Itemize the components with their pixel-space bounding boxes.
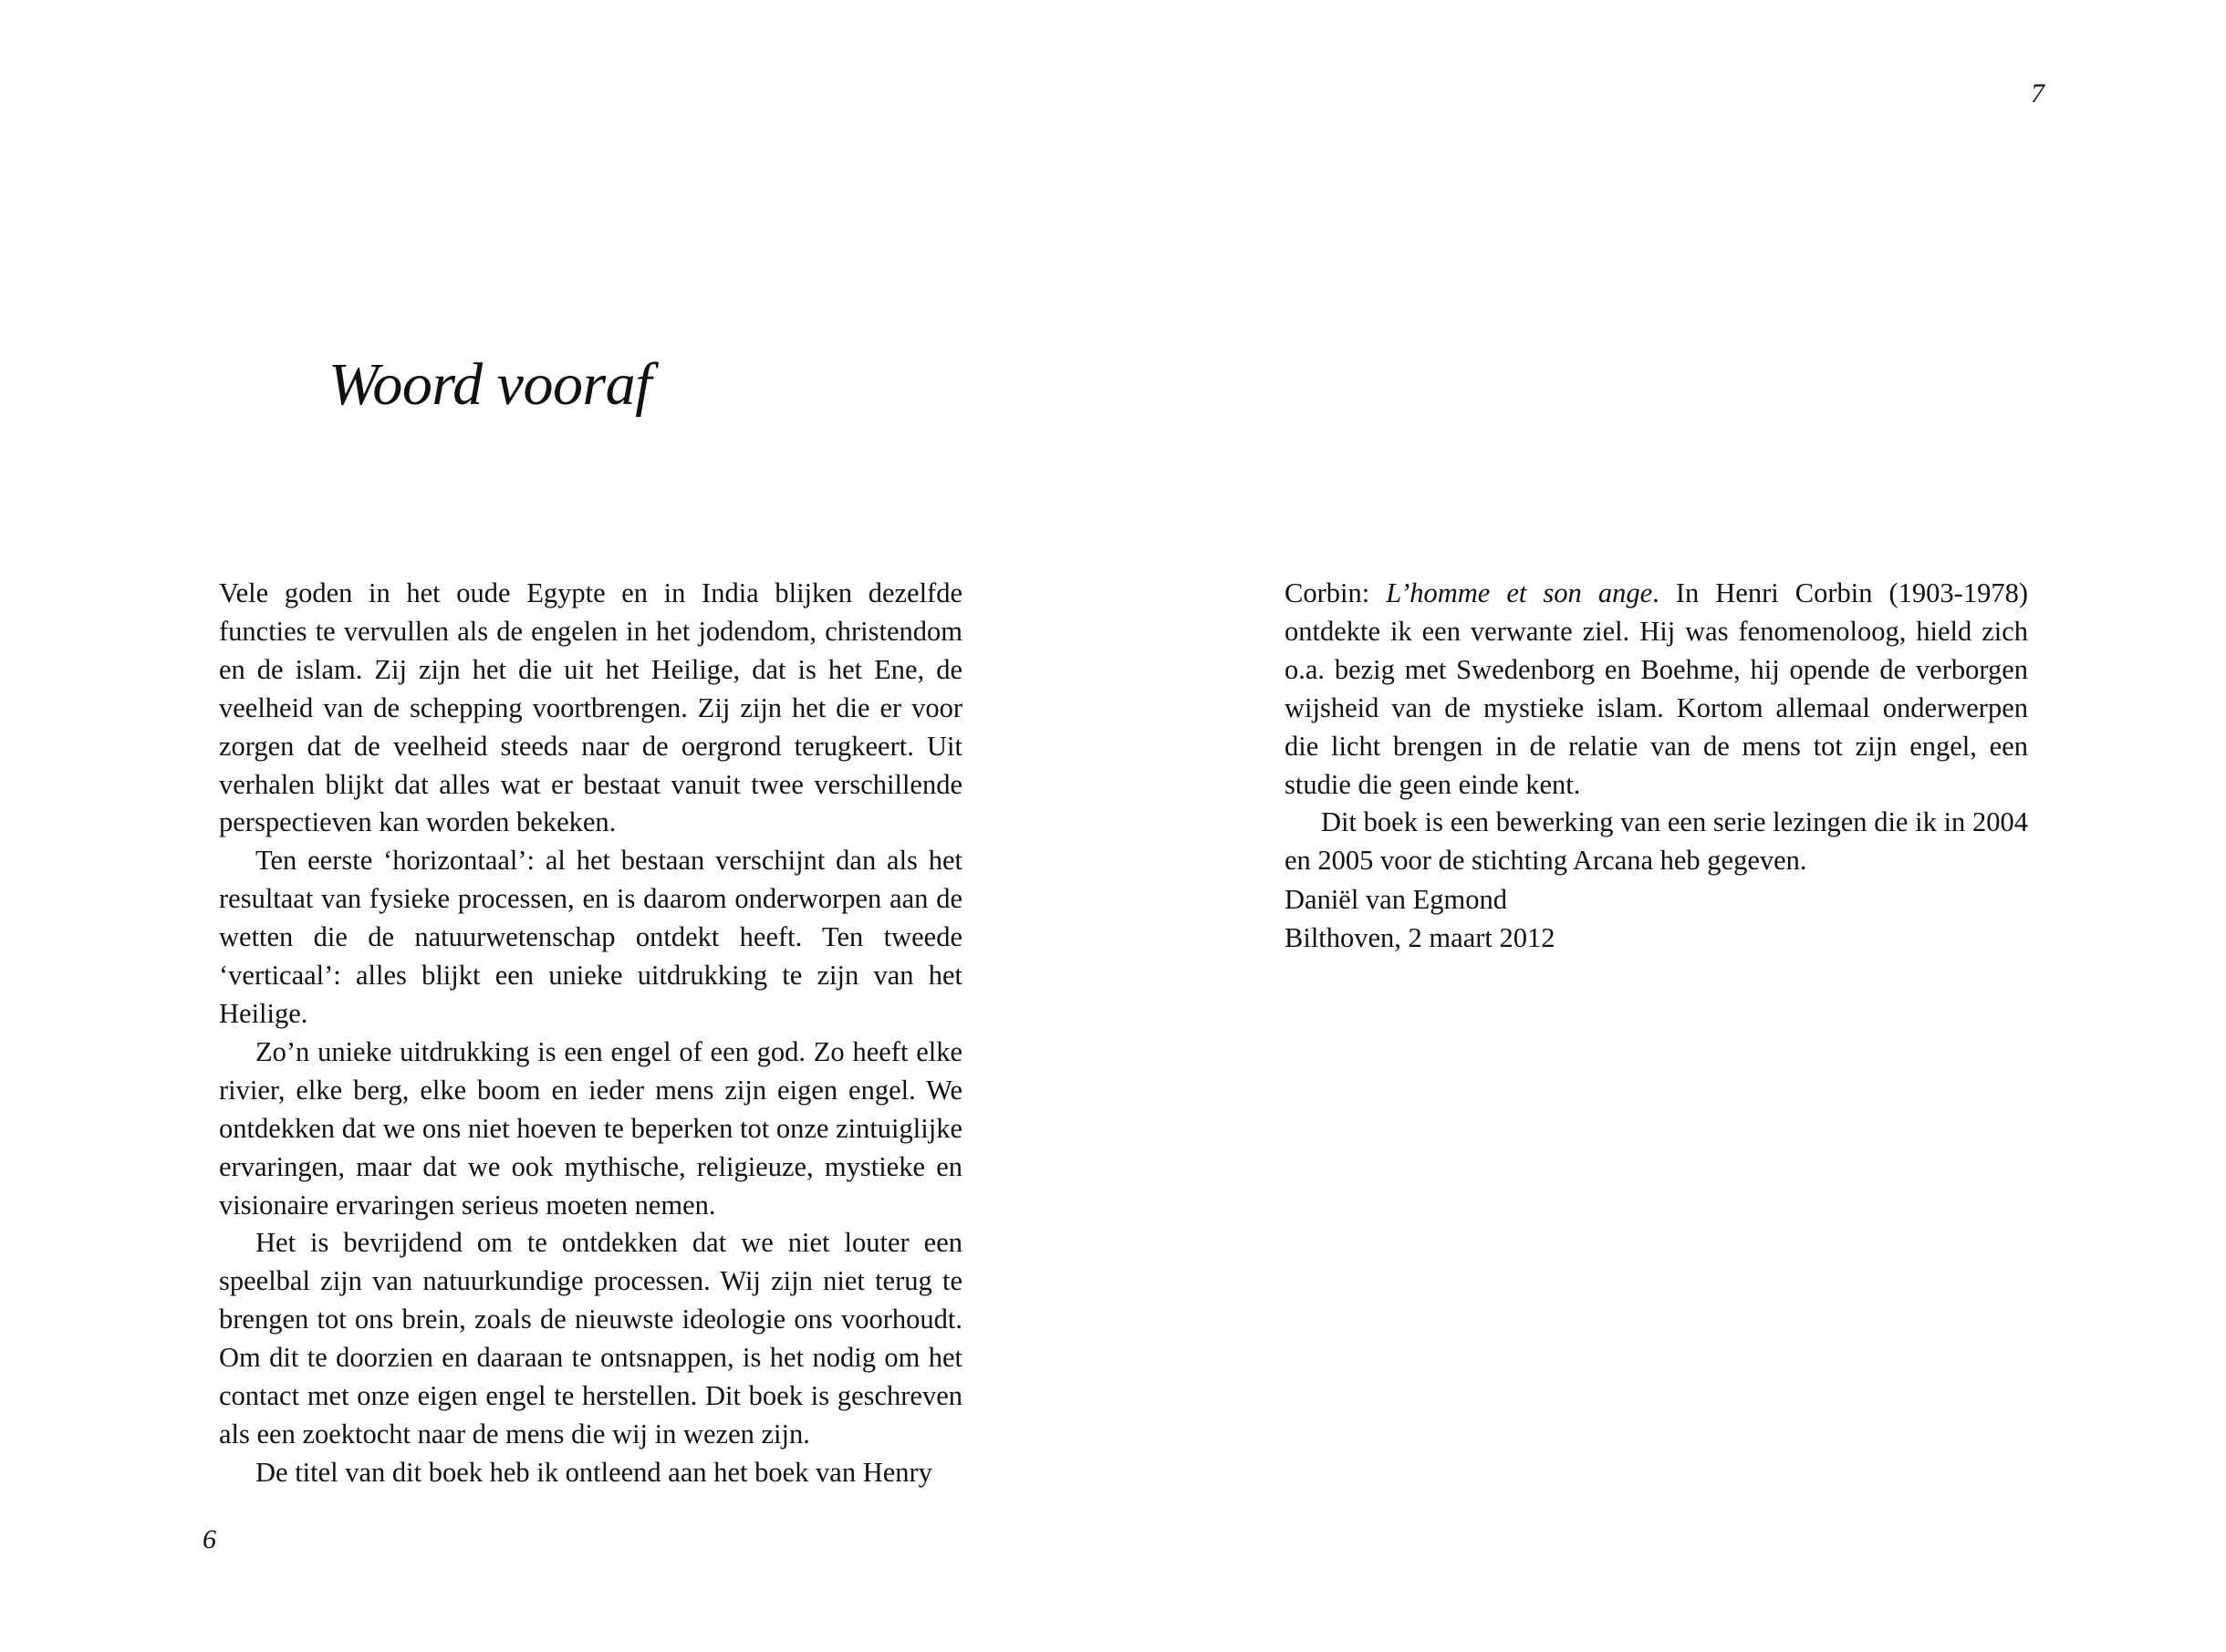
page-number-left: 6 [203,1524,216,1554]
book-title-italic: L’homme et son ange [1386,577,1653,608]
right-text-column [1285,575,2028,880]
signature-block [1285,881,1555,958]
paragraph-1: Vele goden in het oude Egypte en in India blijken dezelfde functies te vervullen als de engelen in het jodendom, christendom en de islam. Zij zijn het die uit het Heilige, dat is het Ene, de veelheid van de schepping voortbrengen. Zij zijn het die er voor zorgen dat de veelheid steeds naar de oergrond terugkeert. Uit verhalen blijkt dat alles wat er bestaat vanuit twee verschillende perspectieven kan worden bekeken. [219,577,962,838]
left-text-column [219,575,962,1492]
paragraph-4: Het is bevrijdend om te ontdekken dat we niet louter een speelbal zijn van natuurkundige processen. Wij zijn niet terug te brengen tot ons brein, zoals de nieuwste ideologie ons voorhoudt. Om dit te doorzien en daaraan te ontsnappen, is het nodig om het contact met onze eigen engel te herstellen. Dit boek is geschreven als een zoektocht naar de mens die wij in wezen zijn. [219,1227,962,1449]
paragraph-continued-rest: . In Henri Corbin (1903-1978) ontdekte ik een verwante ziel. Hij was fenomenoloog, hield zich o.a. bezig met Swedenborg en Boehme, hij opende de verborgen wijsheid van de mystieke islam. Kortom allemaal onderwerpen die licht brengen in de relatie van de mens tot zijn engel, een studie die geen einde kent. [1285,577,2028,800]
chapter-title: Woord vooraf [328,351,651,418]
paragraph-lectures: Dit boek is een bewerking van een serie lezingen die ik in 2004 en 2005 voor de stichting Arcana heb gegeven. [1285,806,2028,877]
paragraph-2: Ten eerste ‘horizontaal’: al het bestaan verschijnt dan als het resultaat van fysieke processen, en is daarom onderworpen aan de wetten die de natuurwetenschap ontdekt heeft. Ten tweede ‘verticaal’: alles blijkt een unieke uitdrukking te zijn van het Heilige. [219,845,962,1029]
page-number-right: 7 [2031,78,2044,109]
paragraph-5: De titel van dit boek heb ik ontleend aan het boek van Henry [255,1456,932,1488]
author-name: Daniël van Egmond [1285,884,1507,915]
paragraph-continued-lead: Corbin: [1285,577,1387,608]
paragraph-3: Zo’n unieke uitdrukking is een engel of een god. Zo heeft elke rivier, elke berg, elke boom en ieder mens zijn eigen engel. We ontdekken dat we ons niet hoeven te beperken tot onze zintuiglijke ervaringen, maar dat we ook mythische, religieuze, mystieke en visionaire ervaringen serieus moeten nemen. [219,1035,962,1221]
paragraph-continued [1285,575,2028,804]
place-date: Bilthoven, 2 maart 2012 [1285,921,1555,953]
